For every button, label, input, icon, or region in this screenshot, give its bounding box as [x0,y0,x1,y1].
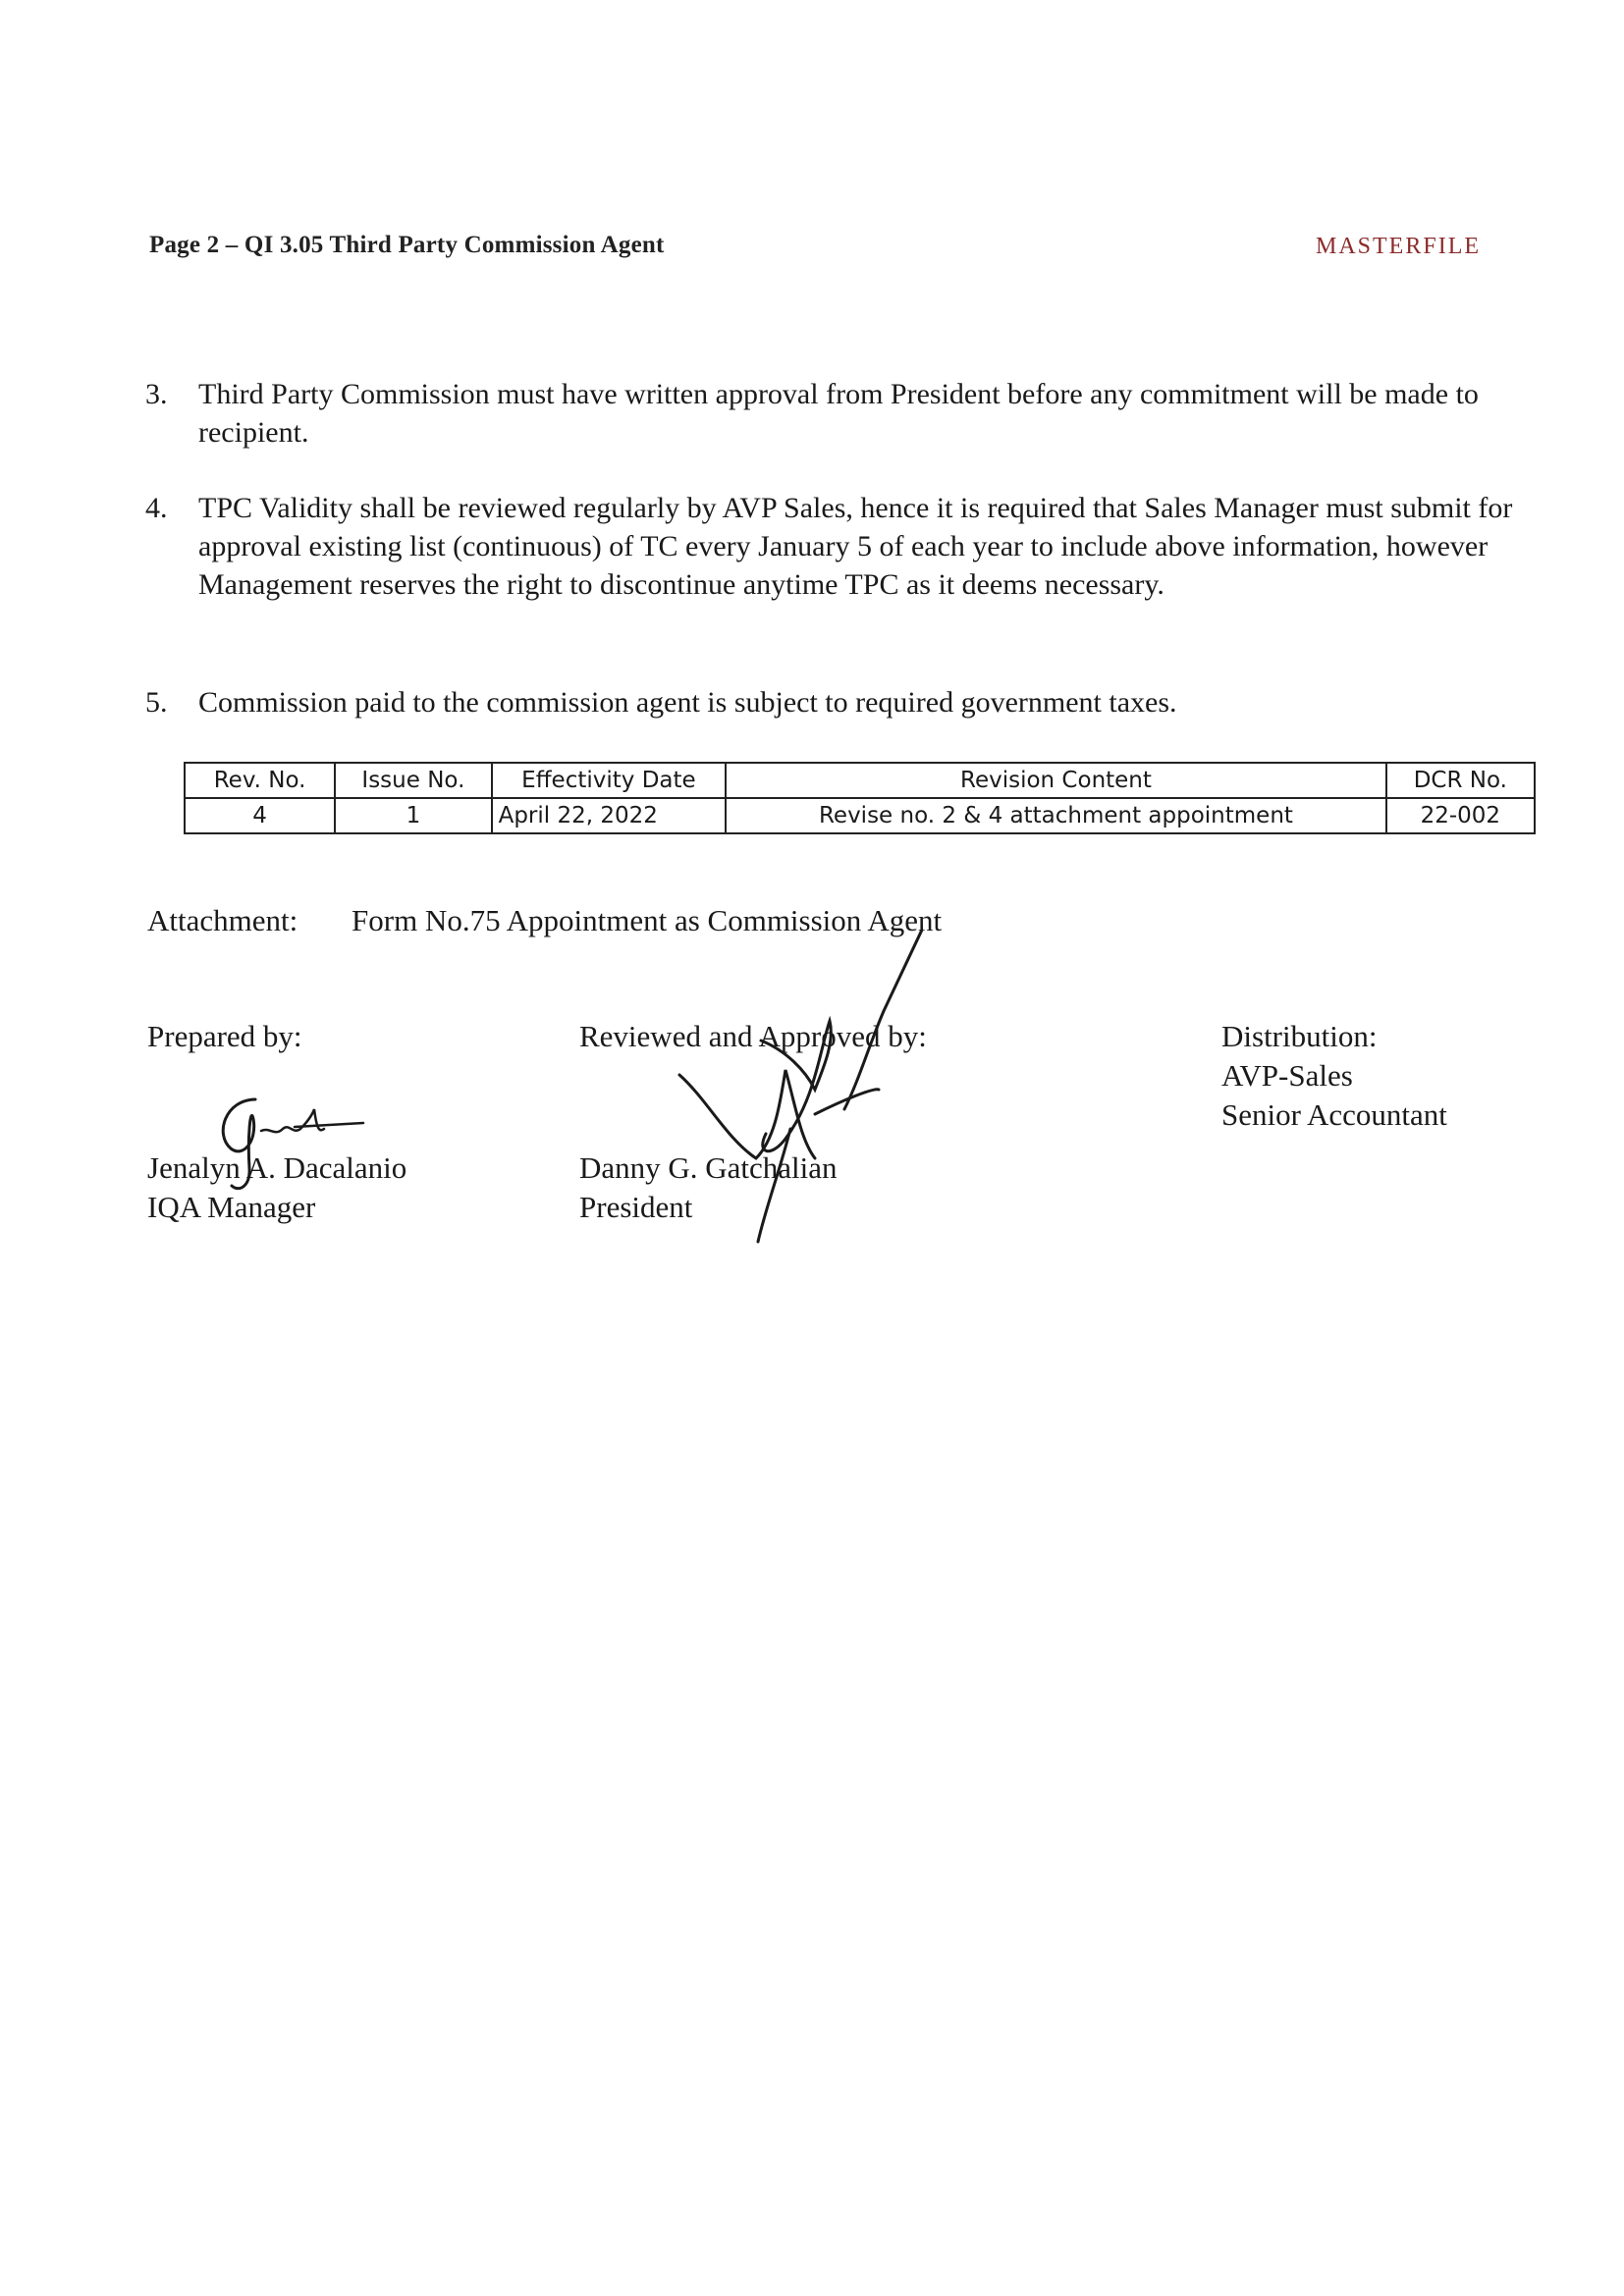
table-header-row [185,763,1535,798]
revision-table [184,762,1536,834]
preparer-name: Jenalyn A. Dacalanio [147,1150,407,1185]
clause-number: 4. [145,492,168,524]
distribution-label: Distribution: [1221,1019,1378,1053]
header-effectivity-date: Effectivity Date [492,763,727,798]
header-issue-no: Issue No. [335,763,491,798]
approver-block [579,1148,838,1227]
clause-number: 5. [145,686,168,719]
approver-title: President [579,1190,693,1224]
attachment-line [147,903,942,938]
preparer-block [147,1148,406,1227]
clause-text: Third Party Commission must have written approval from President before any commitment will be made to recipient. [198,378,1479,449]
header-dcr-no: DCR No. [1386,763,1535,798]
preparer-title: IQA Manager [147,1190,316,1224]
header-rev-no: Rev. No. [185,763,335,798]
clause-number: 3. [145,378,168,410]
distribution-item: Senior Accountant [1221,1097,1447,1132]
clause-5 [145,683,1520,722]
distribution-item: AVP-Sales [1221,1058,1353,1093]
cell-effectivity-date: April 22, 2022 [492,798,727,833]
attachment-label: Attachment: [147,903,298,937]
clause-text: TPC Validity shall be reviewed regularly by AVP Sales, hence it is required that Sales Manager must submit for approval existing list (continuous) of TC every January 5 of each year to include above information, however Management reserves the right to discontinue anytime TPC as it deems necessary. [198,492,1513,601]
clause-3 [145,375,1520,454]
cell-issue-no: 1 [335,798,491,833]
cell-dcr-no: 22-002 [1386,798,1535,833]
approver-name: Danny G. Gatchalian [579,1150,838,1185]
reviewed-by-label: Reviewed and Approved by: [579,1019,927,1053]
clause-text: Commission paid to the commission agent is subject to required government taxes. [198,686,1177,719]
table-row [185,798,1535,833]
header-revision-content: Revision Content [726,763,1385,798]
cell-revision-content: Revise no. 2 & 4 attachment appointment [726,798,1385,833]
clause-4 [145,489,1520,646]
attachment-value: Form No.75 Appointment as Commission Agent [352,903,943,937]
prepared-by-label: Prepared by: [147,1019,302,1053]
distribution-block [1221,1017,1447,1135]
page-header-title: Page 2 – QI 3.05 Third Party Commission Agent [149,232,665,258]
masterfile-stamp: MASTERFILE [1316,234,1482,259]
cell-rev-no: 4 [185,798,335,833]
